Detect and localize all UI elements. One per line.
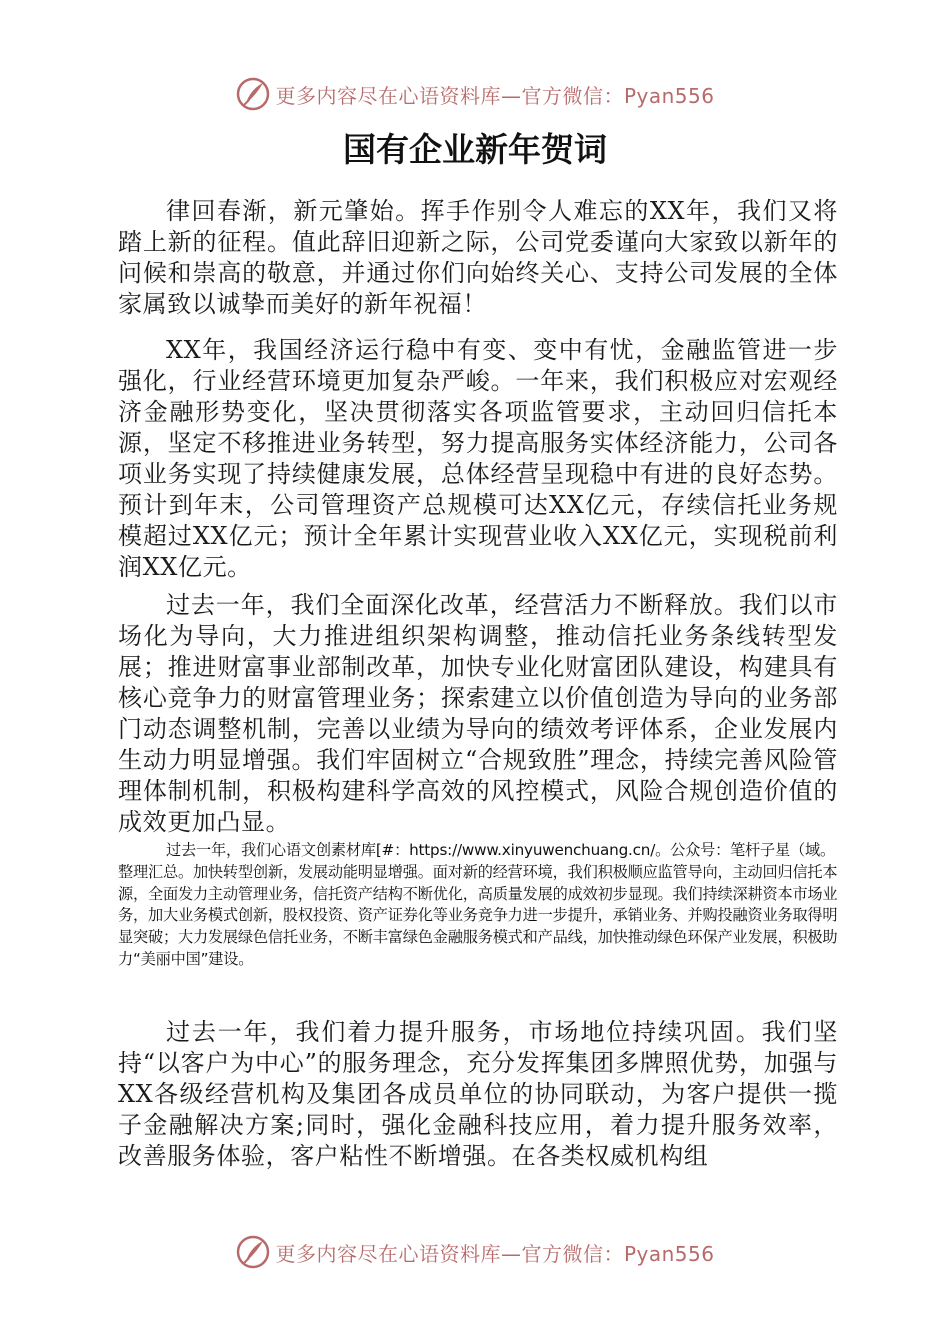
- feather-pen-logo-icon: [235, 1234, 271, 1270]
- paragraph-1: 律回春渐，新元肇始。挥手作别令人难忘的XX年，我们又将踏上新的征程。值此辞旧迎新之际，公司党委谨向大家致以新年的问候和崇高的敬意，并通过你们向始终关心、支持公司发展的全体家属致以诚挚而美好的新年祝福！: [118, 197, 838, 318]
- paragraph-5: 过去一年，我们着力提升服务，市场地位持续巩固。我们坚持“以客户为中心”的服务理念，充分发挥集团多牌照优势，加强与XX各级经营机构及集团各成员单位的协同联动，为客户提供一揽子金融解决方案;同时，强化金融科技应用，着力提升服务效率，改善服务体验，客户粘性不断增强。在各类权威机构组: [118, 1018, 838, 1170]
- paragraph-3-container: [118, 590, 838, 838]
- banner-text: 更多内容尽在心语资料库—官方微信：Pyan556: [275, 83, 715, 108]
- paragraph-2: XX年，我国经济运行稳中有变、变中有忧，金融监管进一步强化，行业经营环境更加复杂严峻。一年来，我们积极应对宏观经济金融形势变化，坚决贯彻落实各项监管要求，主动回归信托本源，坚定不移推进业务转型，努力提高服务实体经济能力，公司各项业务实现了持续健康发展，总体经营呈现稳中有进的良好态势。预计到年末，公司管理资产总规模可达XX亿元，存续信托业务规模超过XX亿元；预计全年累计实现营业收入XX亿元，实现税前利润XX亿元。: [118, 336, 838, 581]
- paragraph-2-container: [118, 335, 838, 583]
- banner-text: 更多内容尽在心语资料库—官方微信：Pyan556: [275, 1241, 715, 1266]
- document-title: 国有企业新年贺词: [343, 130, 607, 169]
- feather-pen-logo-icon: [235, 76, 271, 112]
- paragraph-1-container: [118, 196, 838, 320]
- footer-banner: [0, 1232, 950, 1272]
- paragraph-3: 过去一年，我们全面深化改革，经营活力不断释放。我们以市场化为导向，大力推进组织架构调整，推动信托业务条线转型发展；推进财富事业部制改革，加快专业化财富团队建设，构建具有核心竞争力的财富管理业务；探索建立以价值创造为导向的业务部门动态调整机制，完善以业绩为导向的绩效考评体系，企业发展内生动力明显增强。我们牢固树立“合规致胜”理念，持续完善风险管理体制机制，积极构建科学高效的风控模式，风险合规创造价值的成效更加凸显。: [118, 591, 838, 836]
- embedded-note-paragraph: 过去一年，我们心语文创素材库[#：https://www.xinyuwenchuang.cn/。公众号：笔杆子星（域。整理汇总。加快转型创新，发展动能明显增强。面对新的经营环境，我们积极顺应监管导向，主动回归信托本源，全面发力主动管理业务，信托资产结构不断优化，高质量发展的成效初步显现。我们持续深耕资本市场业务，加大业务模式创新，股权投资、资产证券化等业务竞争力进一步提升，承销业务、并购投融资业务取得明显突破；大力发展绿色信托业务，不断丰富绿色金融服务模式和产品线，加快推动绿色环保产业发展，积极助力“美丽中国”建设。: [118, 841, 838, 968]
- paragraph-5-container: [118, 1017, 838, 1172]
- header-banner: [0, 74, 950, 114]
